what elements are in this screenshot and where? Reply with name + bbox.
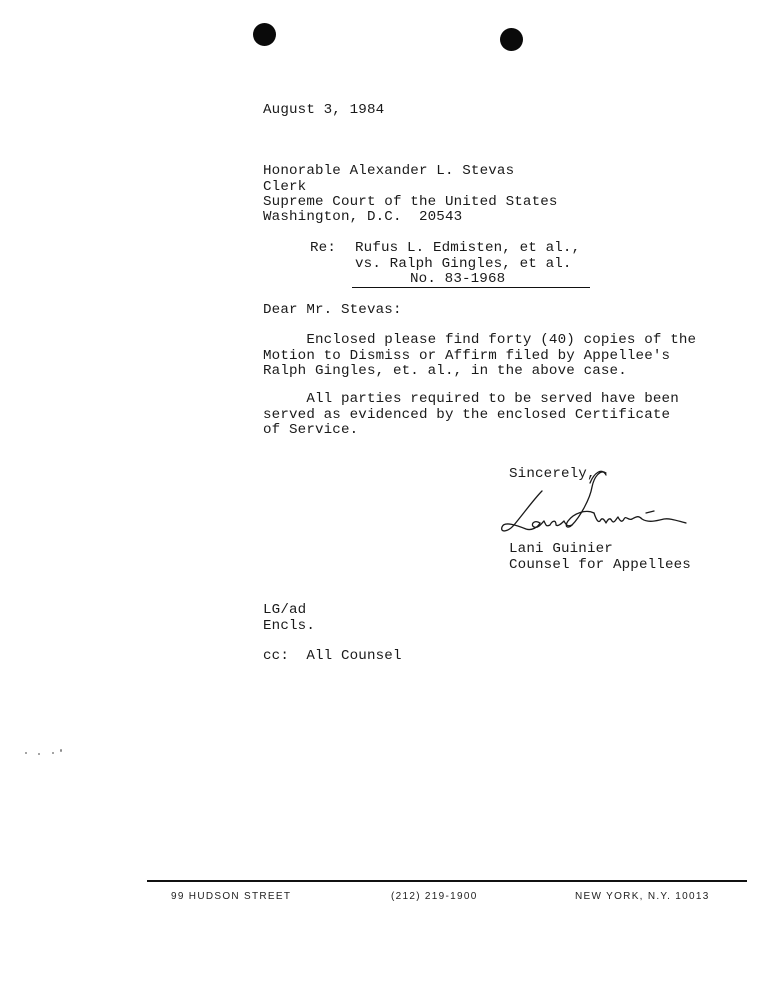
- closing: Sincerely,: [509, 466, 596, 482]
- footer-phone: (212) 219-1900: [391, 891, 478, 902]
- recipient-line: Washington, D.C. 20543: [263, 209, 463, 225]
- body-line: Ralph Gingles, et. al., in the above case.: [263, 363, 627, 379]
- recipient-line: Honorable Alexander L. Stevas: [263, 163, 515, 179]
- footer-rule: [147, 880, 747, 882]
- scan-speck: [52, 752, 54, 754]
- scan-speck: [38, 753, 40, 755]
- re-case-number: No. 83-1968: [410, 271, 506, 287]
- body-line: Enclosed please find forty (40) copies of the: [263, 332, 697, 348]
- signer-name: Lani Guinier: [509, 541, 613, 557]
- footer-city: NEW YORK, N.Y. 10013: [575, 891, 710, 902]
- punch-hole-right: [500, 28, 523, 51]
- body-line: of Service.: [263, 422, 359, 438]
- body-line: served as evidenced by the enclosed Certificate: [263, 407, 671, 423]
- re-underline: [352, 287, 590, 288]
- footer-street: 99 HUDSON STREET: [171, 891, 292, 902]
- body-line: All parties required to be served have been: [263, 391, 679, 407]
- recipient-line: Supreme Court of the United States: [263, 194, 558, 210]
- salutation: Dear Mr. Stevas:: [263, 302, 402, 318]
- re-label: Re:: [310, 240, 336, 256]
- punch-hole-left: [253, 23, 276, 46]
- re-line: vs. Ralph Gingles, et al.: [355, 256, 572, 272]
- typist-initials: LG/ad: [263, 602, 307, 618]
- cc-line: cc: All Counsel: [263, 648, 402, 664]
- re-line: Rufus L. Edmisten, et al.,: [355, 240, 581, 256]
- scan-speck: [25, 752, 27, 754]
- letter-date: August 3, 1984: [263, 102, 385, 118]
- body-line: Motion to Dismiss or Affirm filed by Appellee's: [263, 348, 671, 364]
- enclosures-note: Encls.: [263, 618, 315, 634]
- handwritten-signature: [494, 469, 694, 541]
- signer-title: Counsel for Appellees: [509, 557, 691, 573]
- recipient-line: Clerk: [263, 179, 307, 195]
- scan-speck: [60, 749, 62, 752]
